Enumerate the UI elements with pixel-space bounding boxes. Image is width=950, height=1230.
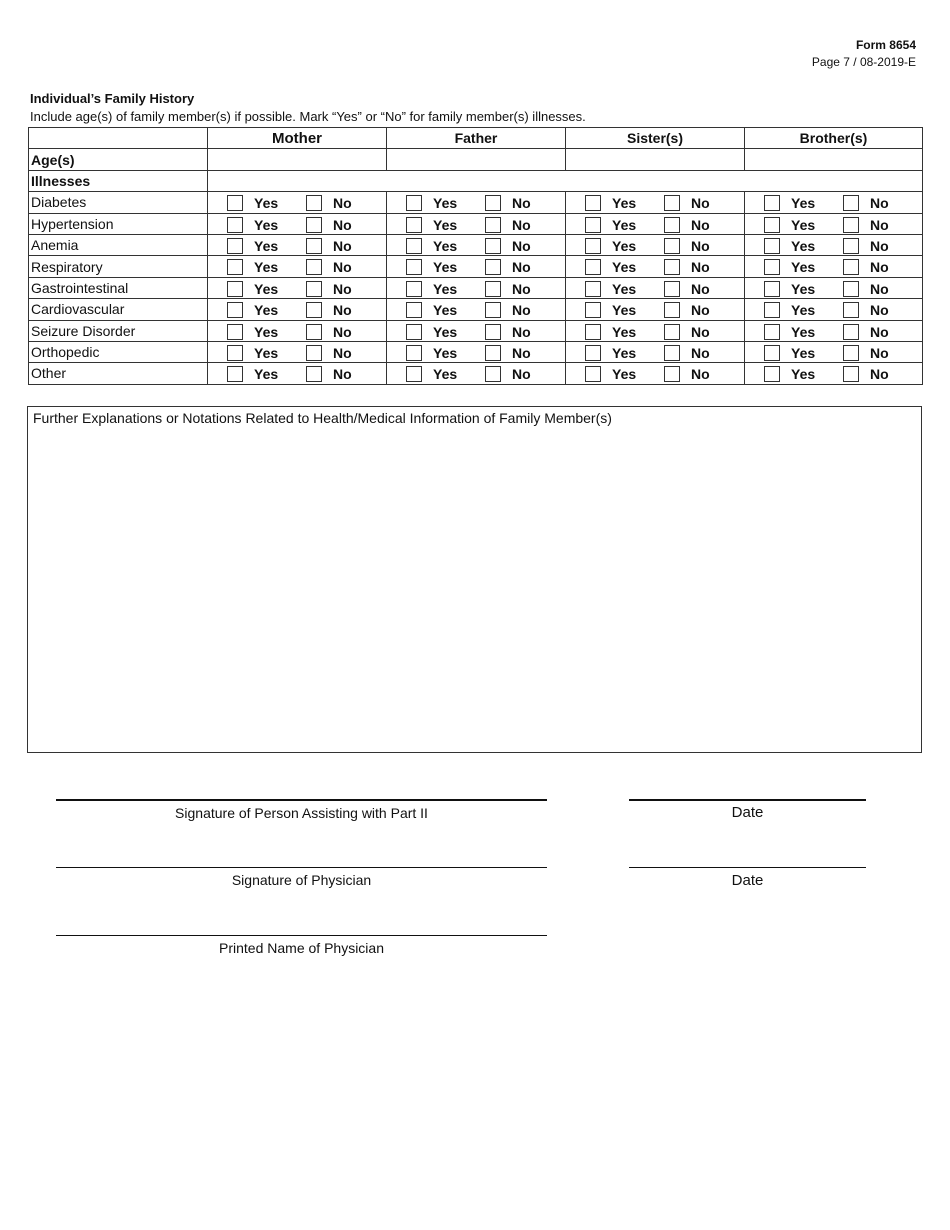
illnesses-header-blank <box>208 170 923 191</box>
no-label: No <box>691 302 710 319</box>
yes-label: Yes <box>791 280 816 297</box>
yes-label: Yes <box>791 216 816 233</box>
illness-row-hypertension <box>29 213 923 234</box>
form-number: Form 8654 <box>855 38 916 52</box>
illness-label: Anemia <box>29 234 208 255</box>
no-label: No <box>870 366 889 383</box>
no-label: No <box>512 366 531 383</box>
seizure-disorder-sisters-yes-checkbox[interactable] <box>585 324 601 340</box>
orthopedic-sisters-yes-checkbox[interactable] <box>585 345 601 361</box>
family-history-table <box>28 127 923 385</box>
respiratory-sisters-no-checkbox[interactable] <box>664 259 680 275</box>
anemia-sisters-no-checkbox[interactable] <box>664 238 680 254</box>
no-label: No <box>512 237 531 254</box>
cardiovascular-mother-no-checkbox[interactable] <box>306 302 322 318</box>
respiratory-brothers-yes-checkbox[interactable] <box>764 259 780 275</box>
no-label: No <box>870 280 889 297</box>
yes-label: Yes <box>791 259 816 276</box>
illness-label: Diabetes <box>29 192 208 213</box>
other-sisters-no-checkbox[interactable] <box>664 366 680 382</box>
cardiovascular-brothers-no-checkbox[interactable] <box>843 302 859 318</box>
no-label: No <box>512 259 531 276</box>
instructions: Include age(s) of family member(s) if possible. Mark “Yes” or “No” for family member(s) illnesses. <box>30 109 586 124</box>
cell-diabetes-sisters <box>566 192 745 213</box>
illness-row-diabetes <box>29 192 923 213</box>
seizure-disorder-mother-no-checkbox[interactable] <box>306 324 322 340</box>
cardiovascular-sisters-yes-checkbox[interactable] <box>585 302 601 318</box>
orthopedic-sisters-no-checkbox[interactable] <box>664 345 680 361</box>
assisting-signature-label: Signature of Person Assisting with Part II <box>175 805 428 821</box>
yes-label: Yes <box>433 302 458 319</box>
yes-label: Yes <box>433 323 458 340</box>
age-sisters-field[interactable] <box>566 149 745 170</box>
assisting-date-line[interactable] <box>629 799 866 801</box>
no-label: No <box>691 323 710 340</box>
cardiovascular-brothers-yes-checkbox[interactable] <box>764 302 780 318</box>
no-label: No <box>333 344 352 361</box>
hypertension-brothers-yes-checkbox[interactable] <box>764 217 780 233</box>
no-label: No <box>870 237 889 254</box>
other-brothers-no-checkbox[interactable] <box>843 366 859 382</box>
illness-row-respiratory <box>29 256 923 277</box>
physician-signature-label: Signature of Physician <box>231 872 372 888</box>
no-label: No <box>512 195 531 212</box>
no-label: No <box>870 344 889 361</box>
hypertension-father-yes-checkbox[interactable] <box>406 217 422 233</box>
gastrointestinal-father-no-checkbox[interactable] <box>485 281 501 297</box>
respiratory-mother-no-checkbox[interactable] <box>306 259 322 275</box>
age-father-field[interactable] <box>387 149 566 170</box>
cell-seizure-disorder-brothers <box>745 320 923 341</box>
age-row <box>29 149 923 170</box>
anemia-brothers-yes-checkbox[interactable] <box>764 238 780 254</box>
no-label: No <box>512 280 531 297</box>
illnesses-label: Illnesses <box>29 170 208 191</box>
illness-row-anemia <box>29 234 923 255</box>
cell-diabetes-mother <box>208 192 387 213</box>
gastrointestinal-brothers-no-checkbox[interactable] <box>843 281 859 297</box>
respiratory-sisters-yes-checkbox[interactable] <box>585 259 601 275</box>
anemia-mother-yes-checkbox[interactable] <box>227 238 243 254</box>
orthopedic-mother-yes-checkbox[interactable] <box>227 345 243 361</box>
diabetes-sisters-no-checkbox[interactable] <box>664 195 680 211</box>
cell-cardiovascular-mother <box>208 299 387 320</box>
diabetes-father-no-checkbox[interactable] <box>485 195 501 211</box>
no-label: No <box>333 280 352 297</box>
yes-label: Yes <box>254 302 279 319</box>
cell-diabetes-father <box>387 192 566 213</box>
illness-row-orthopedic <box>29 341 923 362</box>
cell-hypertension-brothers <box>745 213 923 234</box>
no-label: No <box>691 259 710 276</box>
column-mother: Mother <box>208 128 387 149</box>
yes-label: Yes <box>612 259 637 276</box>
no-label: No <box>333 323 352 340</box>
yes-label: Yes <box>433 366 458 383</box>
illness-label: Cardiovascular <box>29 299 208 320</box>
column-sisters: Sister(s) <box>566 128 745 149</box>
yes-label: Yes <box>612 216 637 233</box>
cell-seizure-disorder-mother <box>208 320 387 341</box>
cell-other-father <box>387 363 566 384</box>
cell-hypertension-mother <box>208 213 387 234</box>
hypertension-brothers-no-checkbox[interactable] <box>843 217 859 233</box>
anemia-father-no-checkbox[interactable] <box>485 238 501 254</box>
cell-gastrointestinal-father <box>387 277 566 298</box>
no-label: No <box>870 195 889 212</box>
illness-row-cardiovascular <box>29 299 923 320</box>
no-label: No <box>333 195 352 212</box>
cardiovascular-mother-yes-checkbox[interactable] <box>227 302 243 318</box>
yes-label: Yes <box>433 344 458 361</box>
yes-label: Yes <box>254 323 279 340</box>
illness-row-seizure-disorder <box>29 320 923 341</box>
printed-name-label: Printed Name of Physician <box>219 940 384 956</box>
cell-orthopedic-sisters <box>566 341 745 362</box>
no-label: No <box>333 366 352 383</box>
respiratory-brothers-no-checkbox[interactable] <box>843 259 859 275</box>
cell-gastrointestinal-sisters <box>566 277 745 298</box>
gastrointestinal-mother-no-checkbox[interactable] <box>306 281 322 297</box>
cell-diabetes-brothers <box>745 192 923 213</box>
notes-label: Further Explanations or Notations Related to Health/Medical Information of Family Member(s) <box>33 410 612 426</box>
no-label: No <box>512 323 531 340</box>
diabetes-mother-no-checkbox[interactable] <box>306 195 322 211</box>
no-label: No <box>691 237 710 254</box>
anemia-father-yes-checkbox[interactable] <box>406 238 422 254</box>
no-label: No <box>691 195 710 212</box>
yes-label: Yes <box>433 216 458 233</box>
no-label: No <box>691 280 710 297</box>
yes-label: Yes <box>612 344 637 361</box>
seizure-disorder-father-no-checkbox[interactable] <box>485 324 501 340</box>
yes-label: Yes <box>791 344 816 361</box>
illnesses-header-row <box>29 170 923 191</box>
yes-label: Yes <box>254 366 279 383</box>
hypertension-mother-yes-checkbox[interactable] <box>227 217 243 233</box>
cell-orthopedic-father <box>387 341 566 362</box>
cardiovascular-father-yes-checkbox[interactable] <box>406 302 422 318</box>
no-label: No <box>870 323 889 340</box>
diabetes-brothers-no-checkbox[interactable] <box>843 195 859 211</box>
gastrointestinal-sisters-yes-checkbox[interactable] <box>585 281 601 297</box>
page-reference: Page 7 / 08-2019-E <box>811 55 916 69</box>
illness-row-gastrointestinal <box>29 277 923 298</box>
hypertension-sisters-no-checkbox[interactable] <box>664 217 680 233</box>
diabetes-sisters-yes-checkbox[interactable] <box>585 195 601 211</box>
physician-date-label: Date <box>731 872 764 889</box>
seizure-disorder-mother-yes-checkbox[interactable] <box>227 324 243 340</box>
illness-label: Other <box>29 363 208 384</box>
orthopedic-brothers-no-checkbox[interactable] <box>843 345 859 361</box>
yes-label: Yes <box>254 344 279 361</box>
no-label: No <box>512 216 531 233</box>
hypertension-sisters-yes-checkbox[interactable] <box>585 217 601 233</box>
yes-label: Yes <box>791 195 816 212</box>
physician-signature-line[interactable] <box>56 867 547 868</box>
cell-anemia-mother <box>208 234 387 255</box>
diabetes-father-yes-checkbox[interactable] <box>406 195 422 211</box>
cell-seizure-disorder-sisters <box>566 320 745 341</box>
table-header-row <box>29 128 923 149</box>
yes-label: Yes <box>791 366 816 383</box>
cardiovascular-sisters-no-checkbox[interactable] <box>664 302 680 318</box>
no-label: No <box>870 259 889 276</box>
physician-date-line[interactable] <box>629 867 866 868</box>
section-title: Individual’s Family History <box>30 91 195 106</box>
orthopedic-father-yes-checkbox[interactable] <box>406 345 422 361</box>
notes-box[interactable] <box>27 406 922 753</box>
cell-anemia-sisters <box>566 234 745 255</box>
yes-label: Yes <box>433 259 458 276</box>
seizure-disorder-brothers-no-checkbox[interactable] <box>843 324 859 340</box>
illness-label: Seizure Disorder <box>29 320 208 341</box>
respiratory-father-yes-checkbox[interactable] <box>406 259 422 275</box>
no-label: No <box>333 259 352 276</box>
no-label: No <box>333 216 352 233</box>
cell-anemia-father <box>387 234 566 255</box>
cell-hypertension-father <box>387 213 566 234</box>
other-brothers-yes-checkbox[interactable] <box>764 366 780 382</box>
yes-label: Yes <box>254 216 279 233</box>
cell-respiratory-father <box>387 256 566 277</box>
yes-label: Yes <box>612 237 637 254</box>
gastrointestinal-brothers-yes-checkbox[interactable] <box>764 281 780 297</box>
seizure-disorder-father-yes-checkbox[interactable] <box>406 324 422 340</box>
cardiovascular-father-no-checkbox[interactable] <box>485 302 501 318</box>
cell-seizure-disorder-father <box>387 320 566 341</box>
yes-label: Yes <box>254 280 279 297</box>
no-label: No <box>870 302 889 319</box>
hypertension-mother-no-checkbox[interactable] <box>306 217 322 233</box>
age-label: Age(s) <box>29 149 208 170</box>
respiratory-father-no-checkbox[interactable] <box>485 259 501 275</box>
hypertension-father-no-checkbox[interactable] <box>485 217 501 233</box>
no-label: No <box>870 216 889 233</box>
printed-name-line[interactable] <box>56 935 547 936</box>
assisting-signature-line[interactable] <box>56 799 547 801</box>
other-father-yes-checkbox[interactable] <box>406 366 422 382</box>
cell-other-mother <box>208 363 387 384</box>
cell-orthopedic-mother <box>208 341 387 362</box>
yes-label: Yes <box>612 280 637 297</box>
assisting-date-label: Date <box>731 804 764 821</box>
age-brothers-field[interactable] <box>745 149 923 170</box>
no-label: No <box>512 302 531 319</box>
cell-cardiovascular-sisters <box>566 299 745 320</box>
no-label: No <box>691 344 710 361</box>
cell-anemia-brothers <box>745 234 923 255</box>
gastrointestinal-sisters-no-checkbox[interactable] <box>664 281 680 297</box>
no-label: No <box>333 237 352 254</box>
other-mother-yes-checkbox[interactable] <box>227 366 243 382</box>
orthopedic-father-no-checkbox[interactable] <box>485 345 501 361</box>
yes-label: Yes <box>612 195 637 212</box>
seizure-disorder-sisters-no-checkbox[interactable] <box>664 324 680 340</box>
yes-label: Yes <box>254 195 279 212</box>
column-brothers: Brother(s) <box>745 128 923 149</box>
yes-label: Yes <box>254 237 279 254</box>
yes-label: Yes <box>612 302 637 319</box>
cell-gastrointestinal-brothers <box>745 277 923 298</box>
cell-respiratory-mother <box>208 256 387 277</box>
respiratory-mother-yes-checkbox[interactable] <box>227 259 243 275</box>
yes-label: Yes <box>254 259 279 276</box>
cell-other-brothers <box>745 363 923 384</box>
no-label: No <box>691 216 710 233</box>
header-blank <box>29 128 208 149</box>
anemia-sisters-yes-checkbox[interactable] <box>585 238 601 254</box>
diabetes-mother-yes-checkbox[interactable] <box>227 195 243 211</box>
gastrointestinal-father-yes-checkbox[interactable] <box>406 281 422 297</box>
cell-respiratory-brothers <box>745 256 923 277</box>
yes-label: Yes <box>791 302 816 319</box>
illness-label: Gastrointestinal <box>29 277 208 298</box>
yes-label: Yes <box>433 195 458 212</box>
other-sisters-yes-checkbox[interactable] <box>585 366 601 382</box>
cell-cardiovascular-father <box>387 299 566 320</box>
gastrointestinal-mother-yes-checkbox[interactable] <box>227 281 243 297</box>
cell-cardiovascular-brothers <box>745 299 923 320</box>
cell-respiratory-sisters <box>566 256 745 277</box>
other-father-no-checkbox[interactable] <box>485 366 501 382</box>
seizure-disorder-brothers-yes-checkbox[interactable] <box>764 324 780 340</box>
anemia-mother-no-checkbox[interactable] <box>306 238 322 254</box>
yes-label: Yes <box>433 280 458 297</box>
yes-label: Yes <box>791 323 816 340</box>
column-father: Father <box>387 128 566 149</box>
no-label: No <box>333 302 352 319</box>
anemia-brothers-no-checkbox[interactable] <box>843 238 859 254</box>
orthopedic-brothers-yes-checkbox[interactable] <box>764 345 780 361</box>
illness-label: Orthopedic <box>29 341 208 362</box>
cell-orthopedic-brothers <box>745 341 923 362</box>
age-mother-field[interactable] <box>208 149 387 170</box>
illness-row-other <box>29 363 923 384</box>
no-label: No <box>512 344 531 361</box>
cell-other-sisters <box>566 363 745 384</box>
illness-label: Respiratory <box>29 256 208 277</box>
other-mother-no-checkbox[interactable] <box>306 366 322 382</box>
cell-hypertension-sisters <box>566 213 745 234</box>
yes-label: Yes <box>791 237 816 254</box>
yes-label: Yes <box>433 237 458 254</box>
diabetes-brothers-yes-checkbox[interactable] <box>764 195 780 211</box>
yes-label: Yes <box>612 323 637 340</box>
orthopedic-mother-no-checkbox[interactable] <box>306 345 322 361</box>
illness-label: Hypertension <box>29 213 208 234</box>
yes-label: Yes <box>612 366 637 383</box>
no-label: No <box>691 366 710 383</box>
cell-gastrointestinal-mother <box>208 277 387 298</box>
